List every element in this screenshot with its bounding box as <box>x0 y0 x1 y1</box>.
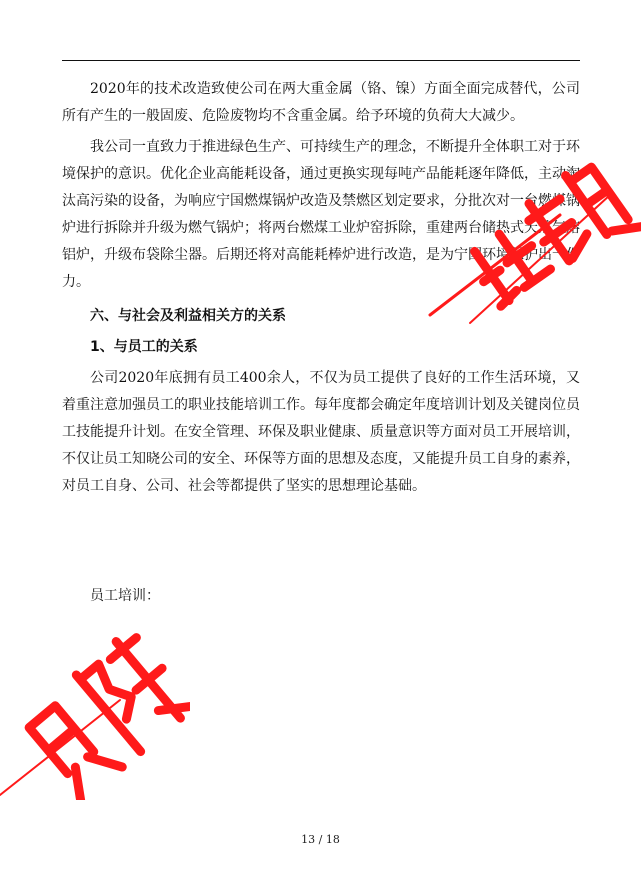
paragraph-employees: 公司2020年底拥有员工400余人，不仅为员工提供了良好的工作生活环境，又着重注意加强员工的职业技能培训工作。每年度都会确定年度培训计划及关键岗位员工技能提升计划。在安全管理、环保及职业健康、质量意识等方面对员工开展培训，不仅让员工知晓公司的安全、环保等方面的思想及态度，又能提升员工自身的素养，对员工自身、公司、社会等都提供了坚实的思想理论基础。 <box>62 370 580 494</box>
header-rule <box>62 60 580 61</box>
caption-employee-training: 员工培训： <box>90 588 160 604</box>
page-number: 13 / 18 <box>301 833 340 846</box>
paragraph-green-production: 我公司一直致力于推进绿色生产、可持续生产的理念，不断提升全体职工对于环境保护的意识。优化企业高能耗设备，通过更换实现每吨产品能耗逐年降低，主动淘汰高污染的设备，为响应宁国燃煤锅炉改造及禁燃区划定要求，分批次对一台燃煤锅炉进行拆除并升级为燃气锅炉；将两台燃煤工业炉窑拆除，重建两台储热式天然气熔铝炉，升级布袋除尘器。后期还将对高能耗棒炉进行改造，是为宁国环境保护出一份力。 <box>62 139 580 290</box>
section-heading-stakeholders: 六、与社会及利益相关方的关系 <box>90 308 286 324</box>
subsection-heading-employees: 1、与员工的关系 <box>90 339 198 355</box>
stamp-watermark-bottom-left <box>0 610 190 800</box>
paragraph-heavy-metal: 2020年的技术改造致使公司在两大重金属（铬、镍）方面全面完成替代，公司所有产生的一般固废、危险废物均不含重金属。给予环境的负荷大大减少。 <box>62 81 580 124</box>
document-body <box>62 76 580 500</box>
